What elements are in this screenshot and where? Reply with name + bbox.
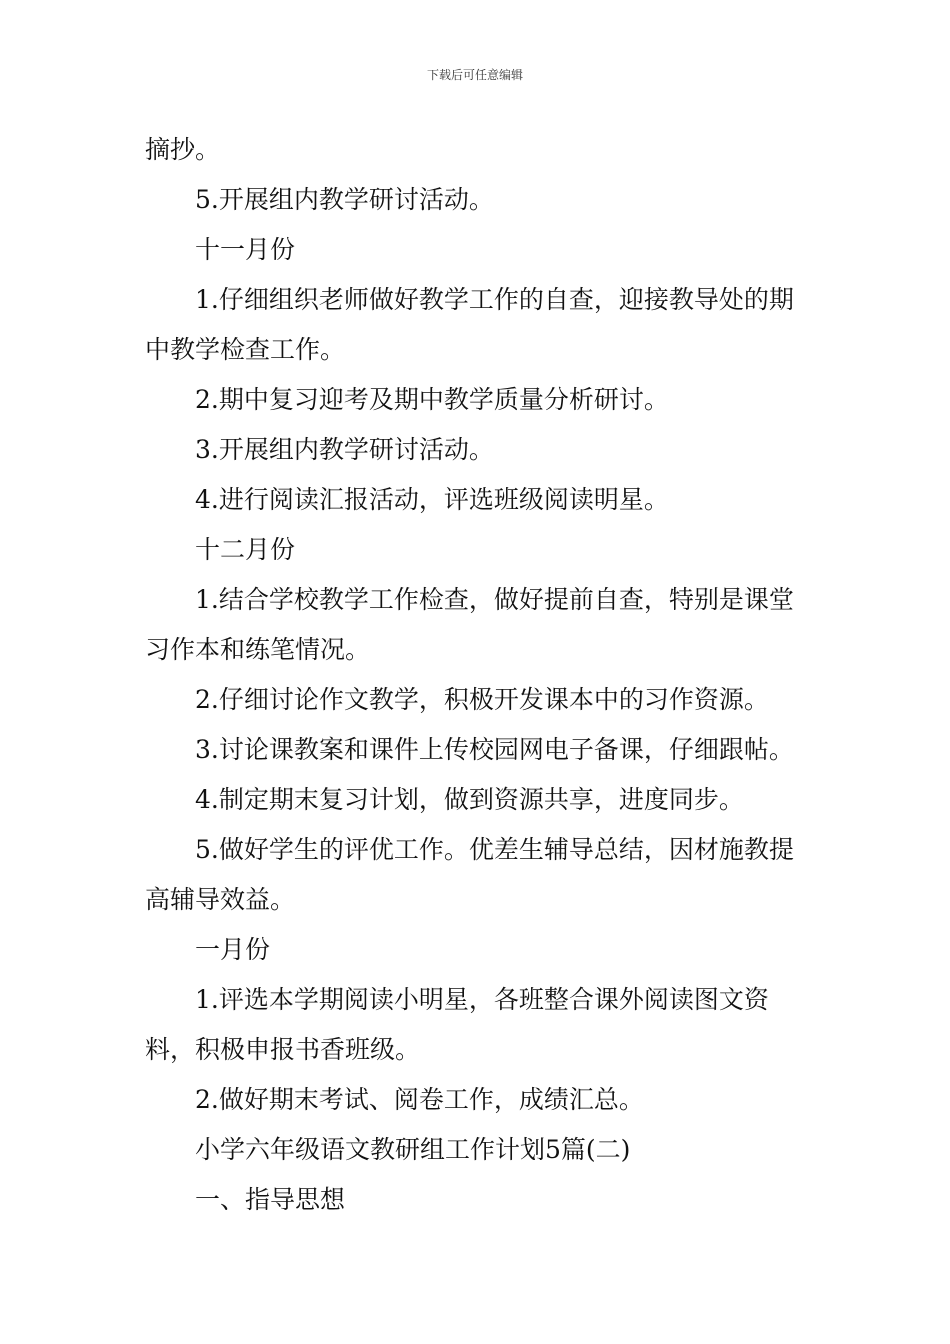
paragraph: 3.讨论课教案和课件上传校园网电子备课，仔细跟帖。 xyxy=(195,735,794,764)
paragraph: 5.做好学生的评优工作。优差生辅导总结，因材施教提高辅导效益。 xyxy=(145,835,794,914)
paragraph: 4.进行阅读汇报活动，评选班级阅读明星。 xyxy=(195,485,669,514)
paragraph: 5.开展组内教学研讨活动。 xyxy=(195,185,494,214)
paragraph: 2.仔细讨论作文教学，积极开发课本中的习作资源。 xyxy=(195,685,769,714)
paragraph: 1.评选本学期阅读小明星，各班整合课外阅读图文资料，积极申报书香班级。 xyxy=(145,985,769,1064)
section-heading-guiding-ideology: 一、指导思想 xyxy=(195,1185,346,1214)
section-heading-november: 十一月份 xyxy=(195,235,296,264)
document-body xyxy=(145,125,810,1225)
paragraph: 1.仔细组织老师做好教学工作的自查，迎接教导处的期中教学检查工作。 xyxy=(145,285,794,364)
document-title: 小学六年级语文教研组工作计划5篇(二) xyxy=(195,1135,631,1164)
paragraph: 2.做好期末考试、阅卷工作，成绩汇总。 xyxy=(195,1085,644,1114)
section-heading-december: 十二月份 xyxy=(195,535,296,564)
paragraph: 3.开展组内教学研讨活动。 xyxy=(195,435,494,464)
page-header-note: 下载后可任意编辑 xyxy=(426,68,523,82)
paragraph: 4.制定期末复习计划，做到资源共享，进度同步。 xyxy=(195,785,744,814)
paragraph: 1.结合学校教学工作检查，做好提前自查，特别是课堂习作本和练笔情况。 xyxy=(145,585,794,664)
paragraph: 2.期中复习迎考及期中教学质量分析研讨。 xyxy=(195,385,669,414)
paragraph: 摘抄。 xyxy=(145,135,221,164)
section-heading-january: 一月份 xyxy=(195,935,271,964)
